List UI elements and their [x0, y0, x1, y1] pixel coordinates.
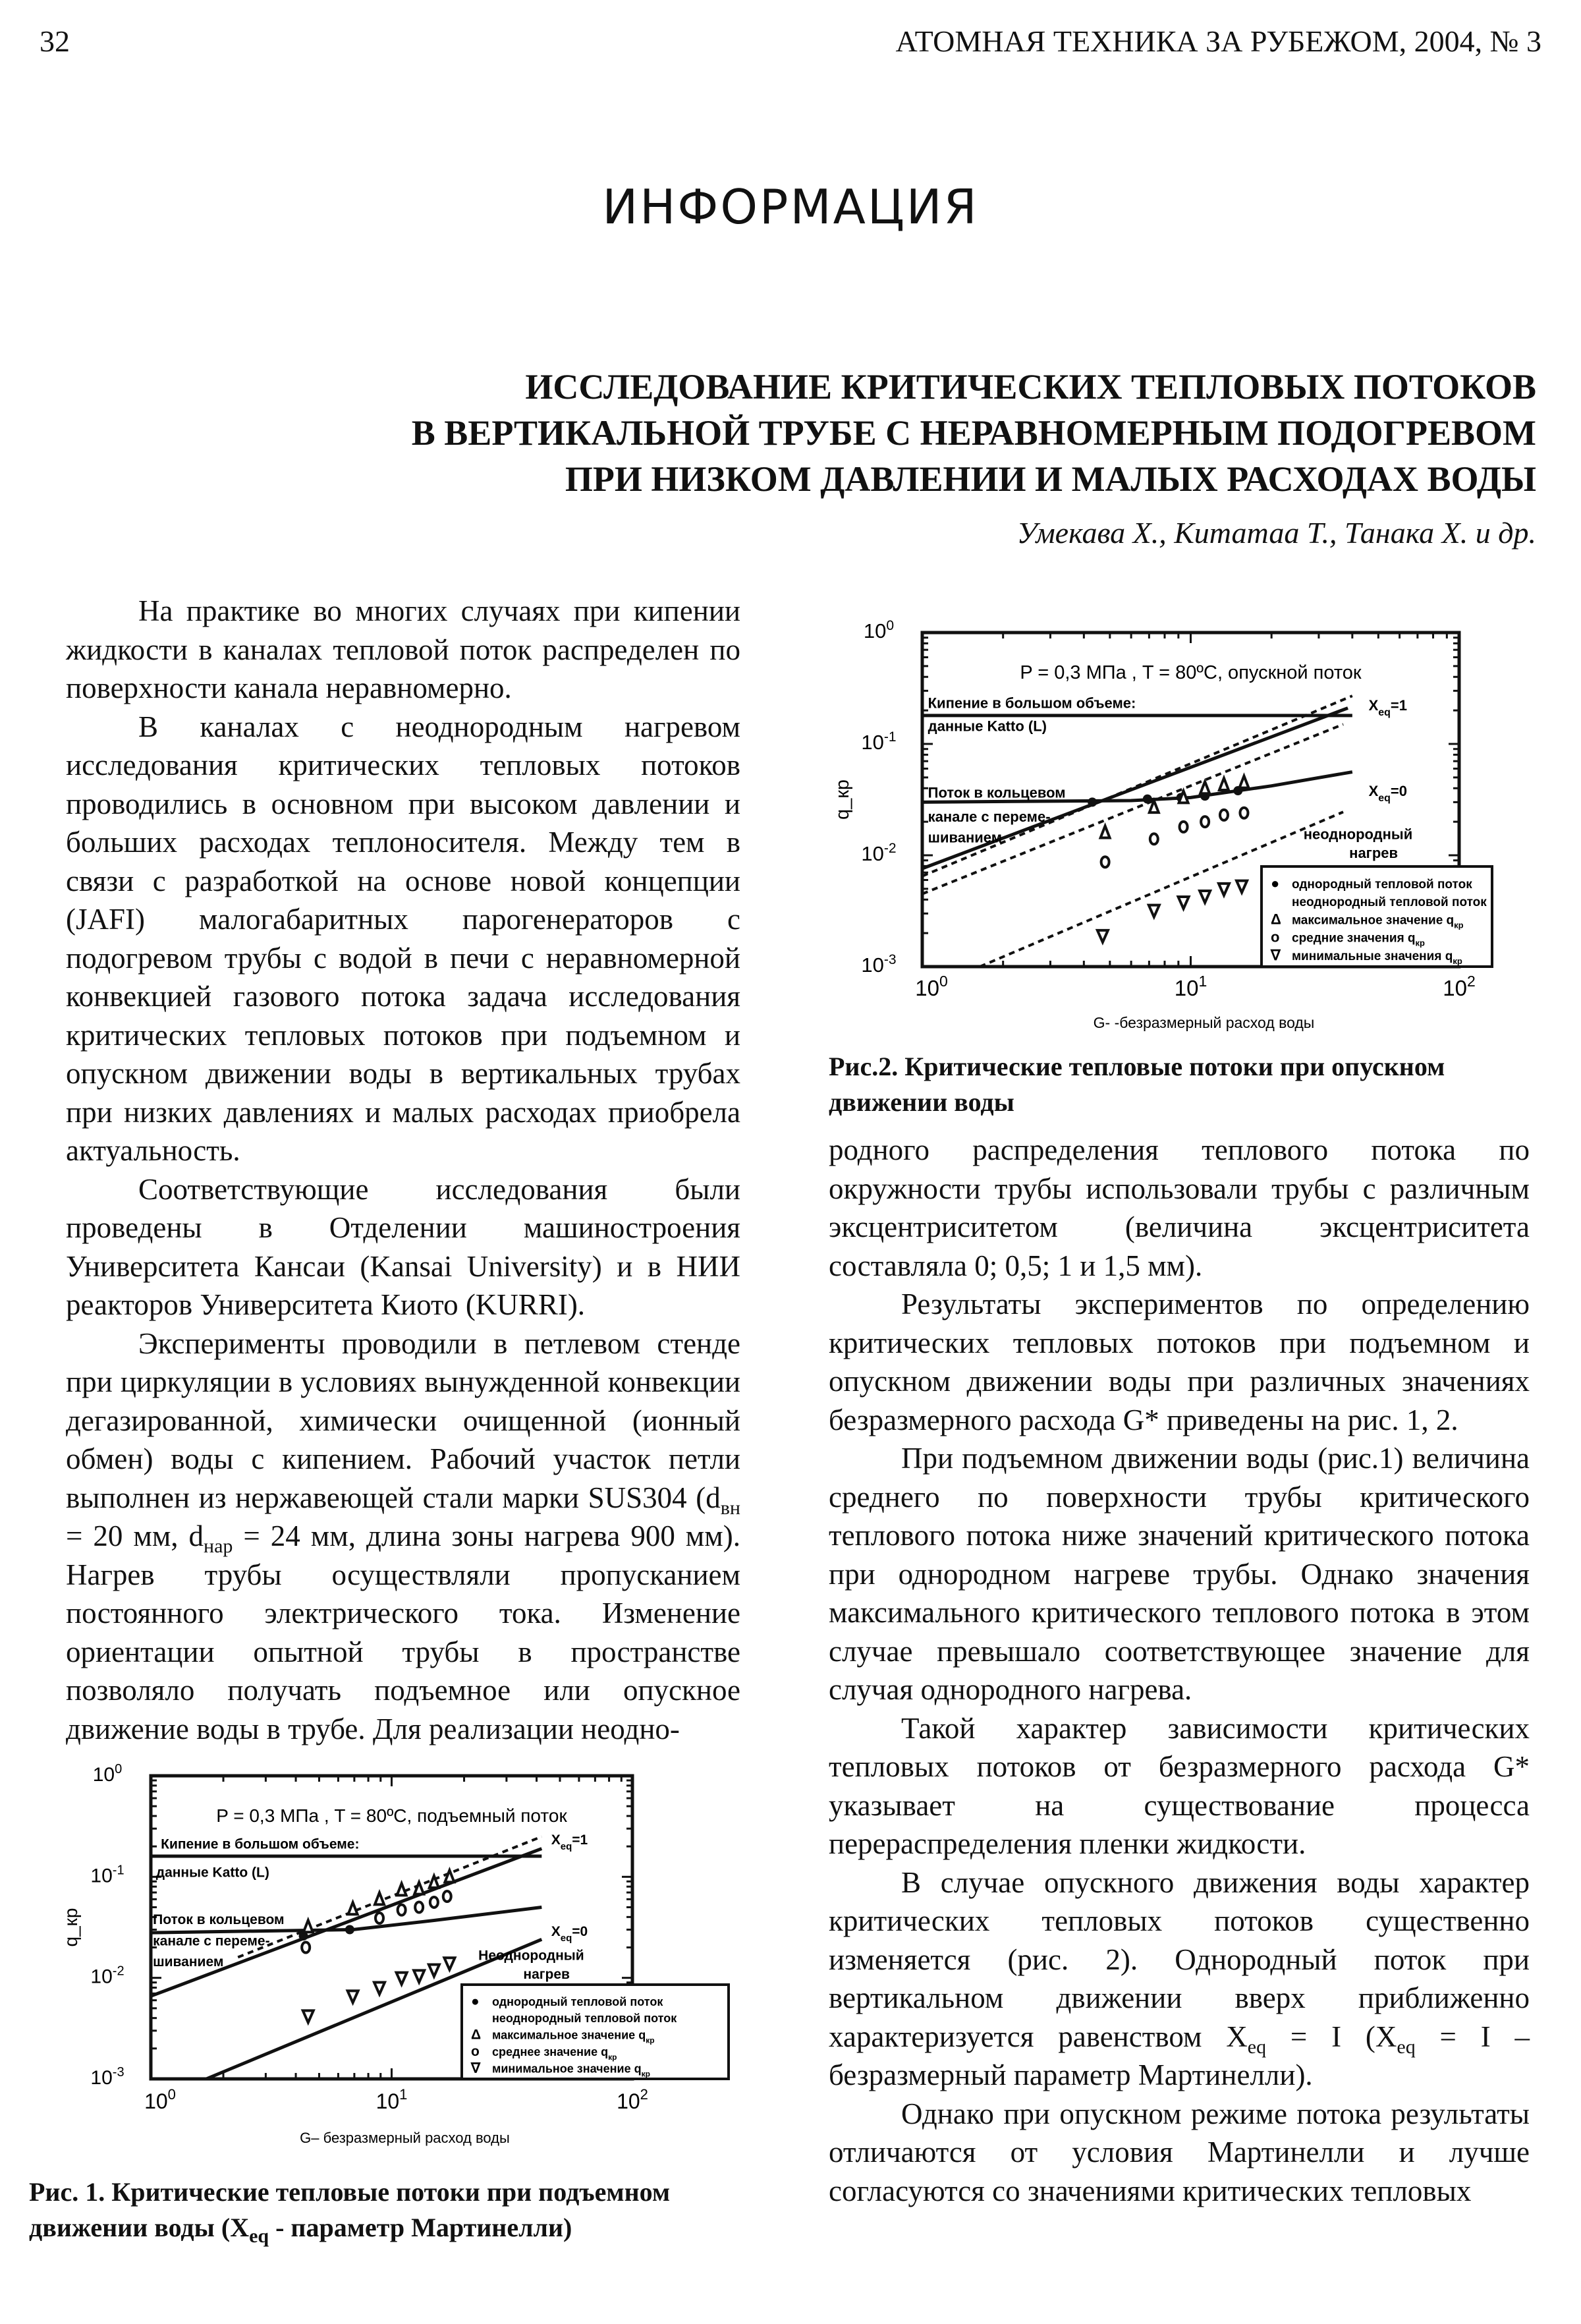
y-tick-label: $10^{-2}$: [861, 841, 897, 865]
y-tick-label: $10^{-1}$: [861, 729, 897, 754]
legend-entry: однородный тепловой поток: [492, 1995, 663, 2008]
chart-annotation: неоднородный: [1303, 826, 1413, 843]
text: Рис. 1. Критические тепловые потоки при подъемном движении воды (X: [29, 2177, 671, 2242]
data-point-max: [397, 1883, 406, 1895]
text: = I (X: [1290, 2020, 1397, 2053]
data-point-max: [1200, 781, 1209, 793]
data-point-max: [1239, 776, 1248, 788]
data-point-mean: [1101, 857, 1109, 867]
data-point-mean: [1180, 822, 1188, 832]
text: - параметр Мартинелли): [269, 2213, 572, 2242]
chart-annotation: канале с переме-: [928, 808, 1051, 826]
page-number: 32: [40, 24, 70, 58]
legend-symbol: o: [471, 2043, 480, 2059]
figure-2-chart: [827, 616, 1538, 1044]
data-point-min: [1097, 930, 1108, 942]
data-point-min: [429, 1965, 439, 1977]
x-tick-label: $10^2$: [1443, 973, 1476, 1000]
data-point-mean: [398, 1905, 406, 1915]
chart-annotation: Неоднородный: [478, 1948, 584, 1964]
title-line: ПРИ НИЗКОМ ДАВЛЕНИИ И МАЛЫХ РАСХОДАХ ВОДЫ: [565, 459, 1536, 499]
chart-annotation: шиванием: [153, 1954, 224, 1970]
data-point-min: [1149, 905, 1159, 917]
legend-entry: минимальное значение $q_{кр}$: [492, 2062, 650, 2079]
data-point-max: [1101, 826, 1110, 838]
data-point-max: [348, 1902, 358, 1914]
y-axis-label: q_кр: [832, 779, 853, 820]
data-point-max: [445, 1870, 454, 1882]
data-point-min: [374, 1983, 385, 1995]
data-point-mean: [1240, 808, 1248, 818]
legend-entry: неоднородный тепловой поток: [1292, 895, 1487, 910]
chart-annotation: $X_{eq}=1$: [1368, 697, 1408, 719]
paragraph: Такой характер зависимости критических тепловых потоков от безразмерного расхода G* указывает на существование процесса перераспределения пленки жидкости.: [829, 1711, 1530, 1860]
text: = 20 мм, d: [66, 1519, 204, 1552]
paragraph: На практике во многих случаях при кипении жидкости в каналах тепловой поток распределен по поверхности канала неравномерно.: [66, 594, 740, 704]
y-tick-label: $10^{-3}$: [861, 952, 897, 977]
paragraph: родного распределения теплового потока по окружности трубы использовали трубы с различным эксцентриситетом (величина эксцентриситета составляла 0; 0,5; 1 и 1,5 мм).: [829, 1133, 1530, 1282]
data-point-max: [375, 1892, 384, 1904]
subscript: вн: [720, 1496, 740, 1519]
y-tick-label: $10^{-3}$: [90, 2065, 125, 2089]
legend-symbol: ●: [1271, 875, 1280, 892]
title-line: ИССЛЕДОВАНИЕ КРИТИЧЕСКИХ ТЕПЛОВЫХ ПОТОКОВ: [525, 367, 1536, 407]
data-point-min: [1219, 884, 1229, 895]
chart-annotation: данные Katto (L): [928, 718, 1047, 735]
data-point-uniform: [1088, 797, 1097, 807]
article-title: [412, 364, 1536, 502]
y-tick-label: $10^{-1}$: [90, 1863, 125, 1887]
y-tick-label: $10^{-2}$: [90, 1964, 125, 1988]
data-point-min: [1179, 897, 1189, 909]
chart-annotation: нагрев: [523, 1967, 570, 1983]
data-point-min: [397, 1973, 407, 1985]
paragraph: При подъемном движении воды (рис.1) величина среднего по поверхности трубы критического теплового потока ниже значений критического потока при однородном нагреве трубы. Однако значения максимального критического теплового потока в этом случае превышало соответствующее значение для случая однородного нагрева.: [829, 1442, 1530, 1706]
chart-title: P = 0,3 МПа , T = 80ºC, опускной поток: [1020, 662, 1362, 683]
chart-annotation: $X_{eq}=0$: [1368, 783, 1408, 805]
text: Эксперименты проводили в петлевом стенде при циркуляции в условиях вынужденной конвекции дегазированной, химически очищенной (ионный обмен) воды с кипением. Рабочий участок петли выполнен из нержавеющей стали марки SUS304 (d: [66, 1326, 740, 1514]
data-point-mean: [302, 1942, 310, 1953]
x-tick-label: $10^1$: [1174, 973, 1207, 1000]
legend-entry: однородный тепловой поток: [1292, 878, 1472, 892]
legend-symbol: ∇: [1271, 946, 1281, 963]
subscript: eq: [1247, 2035, 1267, 2058]
data-point-max: [1219, 778, 1229, 790]
chart-annotation: $X_{eq}=0$: [551, 1924, 588, 1944]
legend-symbol: o: [1271, 928, 1280, 946]
data-point-mean: [375, 1913, 383, 1923]
legend-entry: среднее значение $q_{кр}$: [492, 2045, 617, 2062]
text: = I – безразмерный параметр Мартинелли).: [829, 2020, 1530, 2091]
data-point-mean: [1150, 834, 1158, 844]
data-point-max: [304, 1920, 313, 1932]
data-point-min: [1236, 881, 1247, 893]
chart-annotation: Кипение в большом объеме:: [928, 694, 1136, 712]
authors: Умекава Х., Китатаа Т., Танака Х. и др.: [1016, 516, 1536, 550]
legend-symbol: Δ: [471, 2027, 482, 2043]
x-tick-label: $10^0$: [915, 973, 948, 1000]
text: В случае опускного движения воды характер критических тепловых потоков существенно изменяется (рис. 2). Однородный поток при вертикальном движении вверх приближенно характеризуется равенством X: [829, 1865, 1530, 2053]
chart-annotation: Поток в кольцевом: [928, 784, 1066, 801]
data-point-uniform: [345, 1925, 354, 1935]
figure-1-chart: [59, 1753, 744, 2161]
legend-entry: максимальное значение $q_{кр}$: [492, 2028, 655, 2045]
chart-title: P = 0,3 МПа , T = 80ºC, подъемный поток: [216, 1805, 567, 1826]
right-column: [829, 1131, 1530, 2210]
left-column: [66, 592, 740, 1748]
data-point-min: [1200, 891, 1210, 903]
section-heading: ИНФОРМАЦИЯ: [602, 179, 979, 235]
data-point-mean: [1201, 816, 1209, 827]
data-point-min: [444, 1958, 455, 1970]
x-axis-label: G– безразмерный расход воды: [300, 2130, 510, 2146]
paragraph: [829, 1863, 1530, 2095]
legend-entry: средние значения $q_{кр}$: [1292, 931, 1425, 948]
data-point-min: [414, 1970, 424, 1982]
chart-annotation: Кипение в большом объеме:: [161, 1836, 360, 1852]
data-point-uniform: [1143, 795, 1152, 804]
paragraph: Однако при опускном режиме потока результаты отличаются от условия Мартинелли и лучше согласуются со значениями критических тепловых: [829, 2097, 1530, 2207]
legend-entry: минимальные значения $q_{кр}$: [1292, 949, 1462, 966]
data-point-mean: [443, 1891, 451, 1902]
y-axis-label: q_кр: [61, 1908, 81, 1947]
paragraph: Результаты экспериментов по определению критических тепловых потоков при подъемном и опускном движении воды при различных значениях безразмерного расхода G* приведены на рис. 1, 2.: [829, 1288, 1530, 1436]
figure-1-caption: [29, 2174, 740, 2246]
chart-annotation: шиванием: [928, 829, 1003, 846]
y-tick-label: $10^0$: [863, 618, 895, 642]
data-point-mean: [1220, 810, 1228, 820]
subscript: нар: [204, 1535, 233, 1557]
x-tick-label: $10^0$: [144, 2086, 176, 2113]
chart-annotation: данные Katto (L): [155, 1865, 269, 1881]
legend-symbol: ∇: [471, 2060, 481, 2076]
text: = 24 мм, длина зоны нагрева 900 мм). Нагрев трубы осуществляли пропусканием постоянного электрического тока. Изменение ориентации опытной трубы в пространстве позволяло получать подъемное или опускное движение воды в трубе. Для реализации неодно-: [66, 1519, 740, 1745]
x-axis-label: G- -безразмерный расход воды: [1093, 1014, 1315, 1031]
chart-annotation: канале с переме-: [153, 1933, 270, 1949]
legend-symbol: ●: [471, 1993, 480, 2009]
data-point-min: [348, 1991, 358, 2002]
x-tick-label: $10^2$: [617, 2086, 648, 2113]
y-tick-label: $10^0$: [92, 1762, 123, 1786]
x-tick-label: $10^1$: [375, 2086, 408, 2113]
paragraph: Соответствующие исследования были проведены в Отделении машиностроения Университета Кансаи (Kansai University) и в НИИ реакторов Университета Киото (KURRI).: [66, 1172, 740, 1321]
title-line: В ВЕРТИКАЛЬНОЙ ТРУБЕ С НЕРАВНОМЕРНЫМ ПОДОГРЕВОМ: [411, 413, 1536, 453]
paragraph: [66, 1324, 740, 1749]
legend-symbol: Δ: [1271, 911, 1281, 928]
chart-annotation: Поток в кольцевом: [153, 1912, 285, 1928]
data-point-max: [1179, 791, 1188, 803]
data-point-max: [414, 1883, 424, 1894]
chart-annotation: $X_{eq}=1$: [551, 1832, 588, 1852]
data-point-mean: [415, 1902, 423, 1912]
legend-entry: максимальное значение $q_{кр}$: [1292, 913, 1464, 930]
subscript: eq: [1397, 2035, 1416, 2058]
legend-entry: неоднородный тепловой поток: [492, 2012, 677, 2026]
journal-header: АТОМНАЯ ТЕХНИКА ЗА РУБЕЖОМ, 2004, № 3: [895, 24, 1541, 58]
chart-annotation: нагрев: [1349, 844, 1399, 861]
figure-2-caption: Рис.2. Критические тепловые потоки при опускном движении воды: [829, 1052, 1445, 1117]
paragraph: В каналах с неоднородным нагревом исследования критических тепловых потоков проводились в основном при высоком давлении и больших расходах теплоносителя. Между тем в связи с разработкой на основе новой концепции (JAFI) малогабаритных парогенераторов с подогревом трубы с водой в печи с неравномерной конвекцией газового потока задача исследования критических тепловых потоков при подъемном и опускном движении воды в вертикальных трубах при низких давлениях и малых расходах приобрела актуальность.: [66, 710, 740, 1167]
subscript: eq: [249, 2225, 269, 2247]
data-point-mean: [430, 1897, 438, 1908]
data-point-min: [303, 2010, 314, 2022]
